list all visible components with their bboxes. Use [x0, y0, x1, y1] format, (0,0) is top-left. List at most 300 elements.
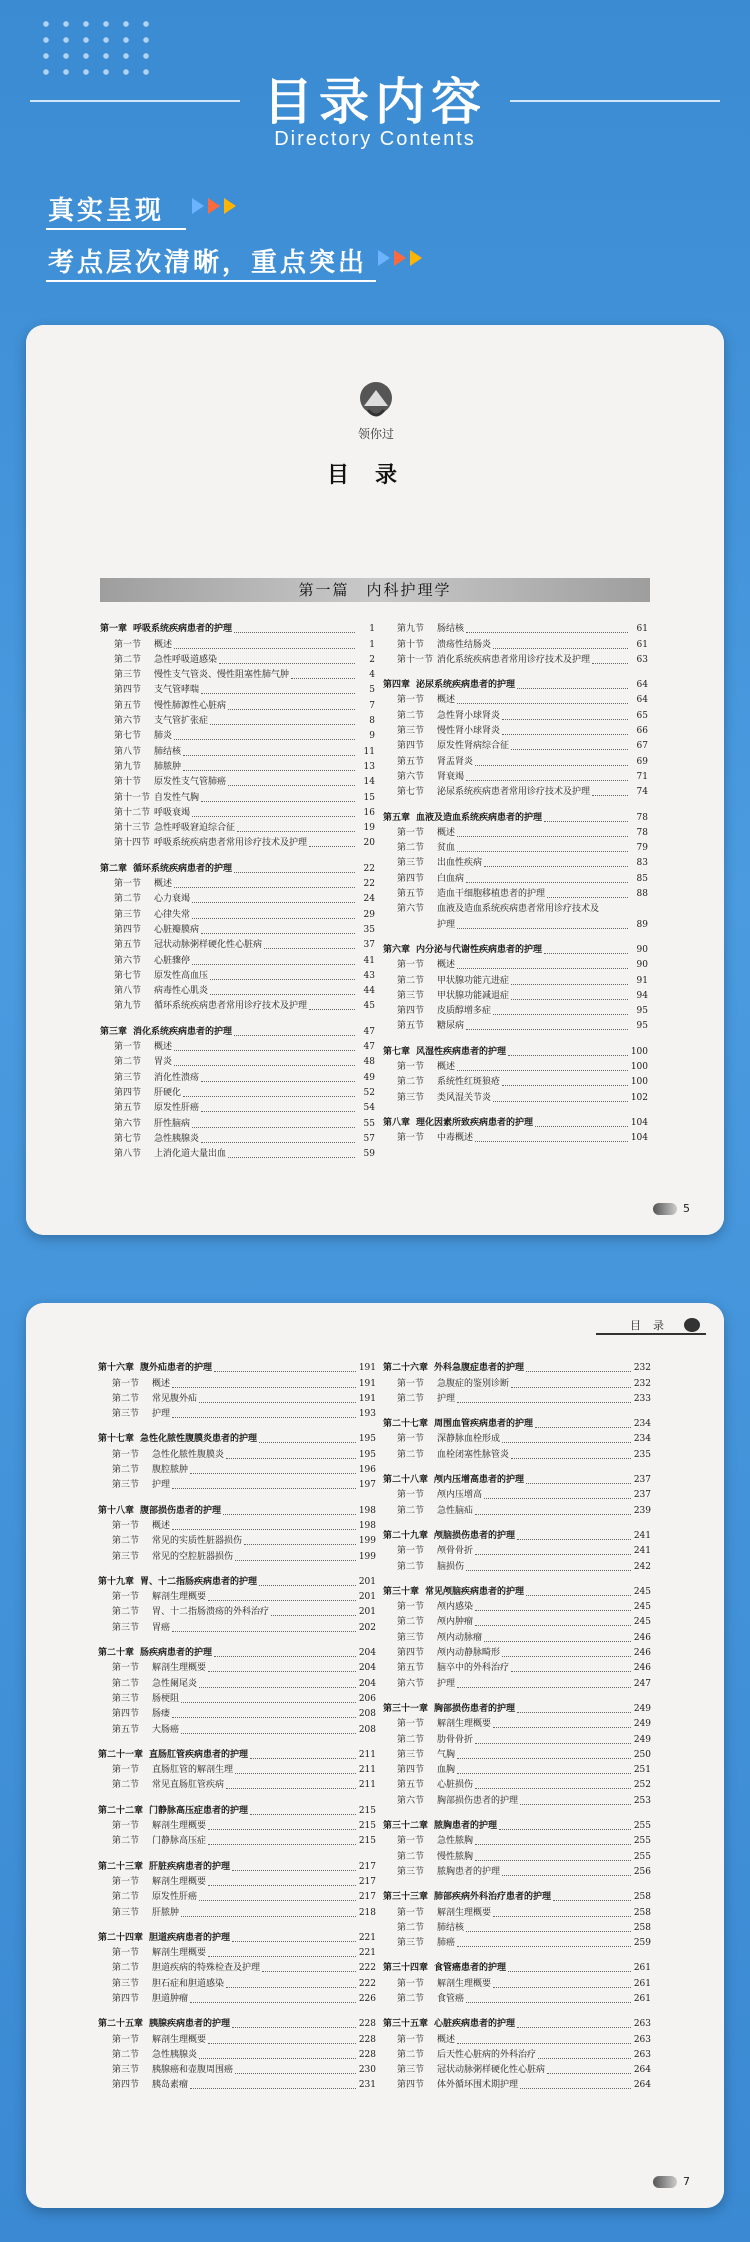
toc-section-row[interactable]	[383, 2048, 651, 2063]
toc-chapter-row[interactable]	[383, 1417, 651, 1432]
dot-leader	[181, 1916, 356, 1917]
toc-entry-number: 第三节	[397, 1632, 425, 1643]
toc-chapter-row[interactable]	[383, 1585, 651, 1600]
toc-section-row[interactable]	[100, 836, 375, 851]
toc-entry-number: 第三节	[114, 670, 142, 681]
toc-gap	[383, 1951, 651, 1961]
toc-page-number: 199	[358, 1551, 376, 1562]
toc-section-row[interactable]	[100, 1132, 375, 1147]
toc-chapter-row[interactable]	[383, 1890, 651, 1905]
toc-page-number: 237	[633, 1490, 651, 1501]
toc-section-row[interactable]	[98, 1447, 376, 1462]
toc-section-row[interactable]	[100, 969, 375, 984]
toc-entry-title: 急性呼吸道感染	[154, 654, 218, 665]
toc-section-row[interactable]	[383, 856, 648, 871]
toc-section-row[interactable]	[98, 1392, 376, 1407]
toc-section-row[interactable]	[100, 653, 375, 668]
toc-section-row[interactable]	[98, 2048, 376, 2063]
toc-page-number: 88	[636, 889, 648, 900]
toc-section-row[interactable]	[100, 698, 375, 713]
toc-section-row[interactable]	[383, 1544, 651, 1559]
toc-section-row[interactable]	[383, 622, 648, 637]
toc-chapter-row[interactable]	[383, 1819, 651, 1834]
toc-chapter-row[interactable]	[100, 622, 375, 637]
toc-entry-number: 第二节	[112, 1780, 140, 1791]
toc-gap	[383, 1106, 648, 1116]
toc-page-number: 24	[363, 894, 375, 905]
toc-section-row[interactable]	[98, 1722, 376, 1737]
toc-entry-number: 第二节	[397, 1505, 425, 1516]
toc-section-row[interactable]	[383, 693, 648, 708]
toc-entry-number: 第一节	[397, 1434, 425, 1445]
toc-entry-title: 肝脓肿	[152, 1907, 180, 1918]
toc-page-number: 246	[633, 1632, 651, 1643]
toc-section-row[interactable]	[383, 1992, 651, 2007]
toc-card-page-5	[26, 325, 724, 1235]
toc-section-row[interactable]	[98, 1519, 376, 1534]
dot-leader	[208, 1885, 356, 1886]
toc-section-row[interactable]	[100, 744, 375, 759]
toc-section-row[interactable]	[383, 754, 648, 769]
toc-page-number: 89	[636, 919, 648, 930]
dot-leader	[475, 1554, 631, 1555]
toc-page-number: 4	[369, 670, 375, 681]
toc-page-number: 263	[633, 2034, 651, 2045]
toc-section-row[interactable]	[98, 1590, 376, 1605]
toc-chapter-row[interactable]	[98, 2017, 376, 2032]
toc-gap	[98, 1493, 376, 1503]
toc-section-row[interactable]	[383, 1646, 651, 1661]
toc-page-number: 100	[630, 1077, 648, 1088]
toc-entry-number: 第六节	[397, 1678, 425, 1689]
toc-entry-title: 解剖生理概要	[152, 1592, 207, 1603]
toc-page-number: 1	[369, 624, 375, 635]
toc-entry-title: 气胸	[437, 1749, 456, 1760]
toc-section-row[interactable]	[98, 1905, 376, 1920]
toc-section-row[interactable]	[100, 1070, 375, 1085]
dot-leader	[511, 999, 628, 1000]
toc-entry-number: 第三节	[114, 1072, 142, 1083]
toc-page-number: 204	[358, 1663, 376, 1674]
dot-leader	[457, 703, 628, 704]
toc-page-number: 201	[358, 1576, 376, 1587]
toc-chapter-row[interactable]	[98, 1432, 376, 1447]
toc-page-number: 264	[633, 2065, 651, 2076]
toc-entry-title: 脓胸患者的护理	[434, 1821, 498, 1832]
toc-page-number: 198	[358, 1520, 376, 1531]
toc-page-number: 226	[358, 1993, 376, 2004]
toc-section-row[interactable]	[98, 1376, 376, 1391]
toc-section-row[interactable]	[383, 958, 648, 973]
toc-entry-title: 心律失常	[154, 909, 191, 920]
toc-section-row[interactable]	[383, 739, 648, 754]
toc-chapter-row[interactable]	[383, 1961, 651, 1976]
toc-entry-number: 第三节	[112, 1480, 140, 1491]
toc-section-row[interactable]	[383, 1004, 648, 1019]
toc-chapter-row[interactable]	[383, 810, 648, 825]
toc-chapter-row[interactable]	[100, 861, 375, 876]
toc-section-row[interactable]	[383, 1019, 648, 1034]
toc-section-row[interactable]	[100, 1116, 375, 1131]
dot-leader	[484, 1498, 631, 1499]
toc-entry-number: 第四节	[397, 873, 425, 884]
toc-entry-number: 第十三节	[114, 823, 151, 834]
toc-entry-number: 第一节	[397, 1546, 425, 1557]
toc-section-row[interactable]	[100, 984, 375, 999]
toc-page-number: 14	[363, 777, 375, 788]
toc-entry-title: 肺结核	[437, 1922, 465, 1933]
toc-page-number: 91	[636, 975, 648, 986]
toc-section-row[interactable]	[383, 2032, 651, 2047]
dot-leader	[232, 2027, 356, 2028]
toc-page-number: 78	[636, 827, 648, 838]
toc-section-row[interactable]	[98, 1763, 376, 1778]
toc-gap	[98, 1849, 376, 1859]
toc-entry-number: 第四节	[397, 741, 425, 752]
toc-section-row[interactable]	[100, 892, 375, 907]
toc-section-row[interactable]	[100, 1040, 375, 1055]
toc-chapter-row[interactable]	[383, 1044, 648, 1059]
dot-leader	[466, 1029, 628, 1030]
toc-section-row[interactable]	[383, 1615, 651, 1630]
toc-page-number: 8	[369, 716, 375, 727]
toc-chapter-row[interactable]	[383, 1361, 651, 1376]
page-number	[653, 2175, 690, 2188]
page-number-text: 7	[683, 2175, 690, 2188]
toc-entry-title: 解剖生理概要	[152, 2034, 207, 2045]
dot-leader	[517, 688, 628, 689]
toc-entry-number: 第三十五章	[383, 2019, 429, 2030]
toc-section-row[interactable]	[98, 1946, 376, 1961]
toc-section-row[interactable]	[383, 1921, 651, 1936]
toc-section-row[interactable]	[100, 907, 375, 922]
toc-section-row[interactable]	[100, 923, 375, 938]
toc-section-row[interactable]	[100, 637, 375, 652]
toc-chapter-row[interactable]	[98, 1575, 376, 1590]
toc-section-row[interactable]	[383, 1936, 651, 1951]
toc-section-row[interactable]	[100, 1101, 375, 1116]
toc-section-row[interactable]	[383, 826, 648, 841]
toc-section-row[interactable]	[383, 1090, 648, 1105]
toc-entry-number: 第四节	[112, 1993, 140, 2004]
toc-section-row[interactable]	[100, 668, 375, 683]
toc-section-row[interactable]	[100, 1086, 375, 1101]
toc-section-row[interactable]	[383, 724, 648, 739]
dot-leader	[250, 1758, 356, 1759]
toc-section-row[interactable]	[383, 973, 648, 988]
dot-leader	[517, 1712, 631, 1713]
toc-page-number: 64	[636, 695, 648, 706]
toc-entry-number: 第六节	[397, 904, 425, 915]
toc-section-row[interactable]	[98, 1819, 376, 1834]
toc-entry-number: 第四节	[112, 2080, 140, 2091]
toc-section-row[interactable]	[383, 1432, 651, 1447]
toc-section-row[interactable]	[383, 1717, 651, 1732]
dot-leader	[466, 1931, 631, 1932]
toc-section-row[interactable]	[98, 1707, 376, 1722]
toc-section-row[interactable]	[383, 1732, 651, 1747]
toc-entry-number: 第一节	[397, 827, 425, 838]
toc-entry-number: 第八节	[114, 1149, 142, 1160]
toc-section-row[interactable]	[383, 1488, 651, 1503]
toc-entry-number: 第二节	[112, 1607, 140, 1618]
toc-section-row[interactable]	[383, 1392, 651, 1407]
toc-section-row[interactable]	[383, 1503, 651, 1518]
toc-gap	[383, 933, 648, 943]
toc-section-row[interactable]	[100, 938, 375, 953]
toc-page-number: 239	[633, 1505, 651, 1516]
toc-section-row[interactable]	[383, 1630, 651, 1645]
toc-entry-number: 第九节	[397, 624, 425, 635]
toc-section-row[interactable]	[98, 1778, 376, 1793]
toc-entry-title: 中毒概述	[437, 1133, 474, 1144]
toc-section-row[interactable]	[100, 729, 375, 744]
toc-section-row[interactable]	[383, 708, 648, 723]
toc-entry-title: 慢性支气管炎、慢性阻塞性肺气肿	[154, 670, 290, 681]
toc-entry-number: 第七节	[397, 787, 425, 798]
heart-icon	[684, 1318, 700, 1332]
toc-entry-title: 原发性肝癌	[154, 1103, 200, 1114]
toc-section-row[interactable]	[100, 775, 375, 790]
toc-page-number: 215	[358, 1836, 376, 1847]
toc-chapter-row[interactable]	[383, 943, 648, 958]
toc-page-number: 241	[633, 1546, 651, 1557]
toc-section-row[interactable]	[100, 760, 375, 775]
toc-section-row[interactable]	[383, 1060, 648, 1075]
toc-section-row[interactable]	[383, 917, 648, 932]
toc-entry-title: 护理	[152, 1409, 171, 1420]
toc-section-row[interactable]	[100, 877, 375, 892]
toc-section-row[interactable]	[98, 2063, 376, 2078]
toc-chapter-row[interactable]	[100, 1024, 375, 1039]
toc-section-row[interactable]	[98, 1692, 376, 1707]
toc-section-row[interactable]	[383, 1834, 651, 1849]
toc-section-row[interactable]	[383, 1131, 648, 1146]
toc-chapter-row[interactable]	[98, 1803, 376, 1818]
toc-section-row[interactable]	[98, 1661, 376, 1676]
dot-leader	[502, 1085, 628, 1086]
toc-entry-number: 第一节	[397, 1490, 425, 1501]
toc-entry-title: 白血病	[437, 873, 465, 884]
toc-section-row[interactable]	[98, 1478, 376, 1493]
toc-section-row[interactable]	[383, 1376, 651, 1391]
toc-section-row[interactable]	[100, 1147, 375, 1162]
toc-section-row[interactable]	[98, 1605, 376, 1620]
toc-entry-number: 第四节	[112, 1709, 140, 1720]
dot-leader	[511, 1458, 631, 1459]
toc-entry-number: 第四节	[114, 685, 142, 696]
toc-section-row[interactable]	[383, 1793, 651, 1808]
toc-page-number: 258	[633, 1892, 651, 1903]
toc-entry-title: 胃癌	[152, 1622, 171, 1633]
toc-chapter-row[interactable]	[383, 1116, 648, 1131]
page-subtitle: Directory Contents	[274, 128, 476, 150]
toc-entry-title: 消化性溃疡	[154, 1072, 200, 1083]
toc-entry-number: 第一节	[112, 1948, 140, 1959]
toc-section-row[interactable]	[100, 714, 375, 729]
dot-leader	[174, 739, 355, 740]
toc-section-row[interactable]	[383, 1676, 651, 1691]
toc-section-row[interactable]	[383, 770, 648, 785]
toc-entry-title: 肠结核	[437, 624, 465, 635]
dot-leader	[174, 1065, 355, 1066]
toc-gap	[383, 2007, 651, 2017]
toc-page-number: 231	[358, 2080, 376, 2091]
toc-section-row[interactable]	[98, 1992, 376, 2007]
toc-page-number: 206	[358, 1693, 376, 1704]
dot-leader	[235, 2073, 356, 2074]
toc-entry-title: 急性脑疝	[437, 1505, 474, 1516]
toc-section-row[interactable]	[98, 2078, 376, 2093]
dot-leader	[226, 1458, 356, 1459]
toc-entry-title: 护理	[437, 1393, 456, 1404]
dot-leader	[457, 1758, 631, 1759]
toc-section-row[interactable]	[100, 821, 375, 836]
toc-entry-number: 第二十一章	[98, 1749, 144, 1760]
toc-section-row[interactable]	[100, 806, 375, 821]
toc-section-row[interactable]	[98, 1534, 376, 1549]
toc-entry-title: 胸部损伤患者的护理	[434, 1703, 516, 1714]
toc-entry-title: 原发性支气管肺癌	[154, 777, 227, 788]
toc-chapter-row[interactable]	[383, 678, 648, 693]
toc-page-number: 195	[358, 1449, 376, 1460]
toc-entry-number: 第七节	[114, 970, 142, 981]
dot-leader	[271, 1615, 356, 1616]
toc-chapter-row[interactable]	[383, 1529, 651, 1544]
toc-entry-number: 第一节	[397, 1602, 425, 1613]
toc-entry-number: 第二节	[397, 710, 425, 721]
book-logo-icon	[354, 380, 398, 424]
toc-entry-title: 造血干细胞移植患者的护理	[437, 889, 546, 900]
toc-section-row[interactable]	[383, 871, 648, 886]
toc-section-row[interactable]	[383, 1661, 651, 1676]
toc-section-row[interactable]	[383, 1865, 651, 1880]
toc-page-number: 197	[358, 1480, 376, 1491]
toc-entry-number: 第二节	[397, 1393, 425, 1404]
toc-entry-number: 第二节	[397, 975, 425, 986]
toc-entry-title: 胃、十二指肠溃疡的外科治疗	[152, 1607, 270, 1618]
toc-section-row[interactable]	[100, 953, 375, 968]
toc-section-row[interactable]	[98, 1407, 376, 1422]
dot-leader	[208, 1671, 356, 1672]
toc-entry-title: 颅内压增高	[437, 1490, 483, 1501]
toc-page-number: 43	[363, 970, 375, 981]
toc-chapter-row[interactable]	[98, 1931, 376, 1946]
toc-page-number: 45	[363, 1001, 375, 1012]
toc-chapter-row[interactable]	[98, 1646, 376, 1661]
toc-section-row[interactable]	[383, 1976, 651, 1991]
toc-section-row[interactable]	[98, 1875, 376, 1890]
toc-page-number: 74	[636, 787, 648, 798]
dot-leader	[192, 902, 355, 903]
toc-entry-title: 概述	[437, 2034, 456, 2045]
toc-section-row[interactable]	[383, 785, 648, 800]
toc-section-row[interactable]	[98, 1976, 376, 1991]
toc-entry-number: 第二章	[100, 863, 128, 874]
toc-entry-number: 第五节	[397, 889, 425, 900]
toc-entry-number: 第五章	[383, 812, 411, 823]
toc-chapter-row[interactable]	[383, 1473, 651, 1488]
toc-section-row[interactable]	[383, 887, 648, 902]
toc-section-row[interactable]	[98, 1890, 376, 1905]
toc-section-row[interactable]	[98, 1961, 376, 1976]
toc-entry-number: 第二节	[397, 1561, 425, 1572]
toc-section-row[interactable]	[383, 637, 648, 652]
dot-leader	[457, 928, 628, 929]
dot-leader	[547, 897, 628, 898]
toc-section-row[interactable]	[383, 1600, 651, 1615]
toc-section-row[interactable]	[100, 790, 375, 805]
toc-section-row[interactable]	[100, 999, 375, 1014]
toc-entry-number: 第七章	[383, 1046, 411, 1057]
toc-chapter-row[interactable]	[383, 1702, 651, 1717]
toc-entry-title: 心脏疾病患者的护理	[434, 2019, 516, 2030]
toc-chapter-row[interactable]	[98, 1748, 376, 1763]
toc-entry-title: 概述	[154, 1042, 173, 1053]
toc-section-row[interactable]	[383, 653, 648, 668]
toc-section-row[interactable]	[383, 2063, 651, 2078]
toc-entry-number: 第一节	[112, 1876, 140, 1887]
toc-page-number: 2	[369, 654, 375, 665]
toc-section-row[interactable]	[98, 1549, 376, 1564]
toc-section-row[interactable]	[98, 1463, 376, 1478]
toc-section-row[interactable]	[383, 2078, 651, 2093]
toc-entry-title: 颅脑损伤患者的护理	[434, 1530, 516, 1541]
toc-chapter-row[interactable]	[383, 2017, 651, 2032]
toc-section-row[interactable]	[98, 1676, 376, 1691]
toc-section-row[interactable]	[383, 1075, 648, 1090]
toc-chapter-row[interactable]	[98, 1361, 376, 1376]
toc-entry-number: 第二十三章	[98, 1861, 144, 1872]
toc-page-number: 37	[363, 940, 375, 951]
toc-section-row[interactable]	[383, 1559, 651, 1574]
toc-page-number: 211	[358, 1749, 376, 1760]
toc-entry-number: 第一节	[114, 879, 142, 890]
arrow-icon	[192, 198, 204, 214]
toc-section-row[interactable]	[383, 1905, 651, 1920]
toc-section-row[interactable]	[100, 683, 375, 698]
toc-section-row[interactable]	[98, 1620, 376, 1635]
toc-entry-number: 第二节	[112, 1892, 140, 1903]
toc-entry-title: 周围血管疾病患者的护理	[434, 1419, 534, 1430]
toc-entry-number: 第一节	[397, 1907, 425, 1918]
toc-entry-title: 急性阑尾炎	[152, 1678, 198, 1689]
toc-page-number: 7	[369, 700, 375, 711]
dot-leader	[520, 1804, 631, 1805]
toc-section-row[interactable]	[383, 1763, 651, 1778]
toc-chapter-row[interactable]	[98, 1503, 376, 1518]
dot-leader	[232, 1941, 356, 1942]
toc-section-row[interactable]	[383, 1849, 651, 1864]
toc-section-row[interactable]	[383, 1778, 651, 1793]
toc-section-row[interactable]	[383, 989, 648, 1004]
dot-leader	[172, 1529, 356, 1530]
toc-chapter-row[interactable]	[98, 1859, 376, 1874]
toc-section-row[interactable]	[383, 902, 648, 917]
toc-section-row[interactable]	[100, 1055, 375, 1070]
toc-page-number: 234	[633, 1434, 651, 1445]
toc-section-row[interactable]	[383, 1447, 651, 1462]
toc-section-row[interactable]	[98, 1834, 376, 1849]
toc-section-row[interactable]	[383, 1748, 651, 1763]
toc-column-left	[100, 622, 375, 1162]
toc-section-row[interactable]	[98, 2032, 376, 2047]
toc-entry-number: 第七节	[114, 731, 142, 742]
toc-section-row[interactable]	[383, 841, 648, 856]
dot-leader	[192, 918, 355, 919]
dot-leader	[264, 948, 355, 949]
dot-leader	[493, 1101, 628, 1102]
